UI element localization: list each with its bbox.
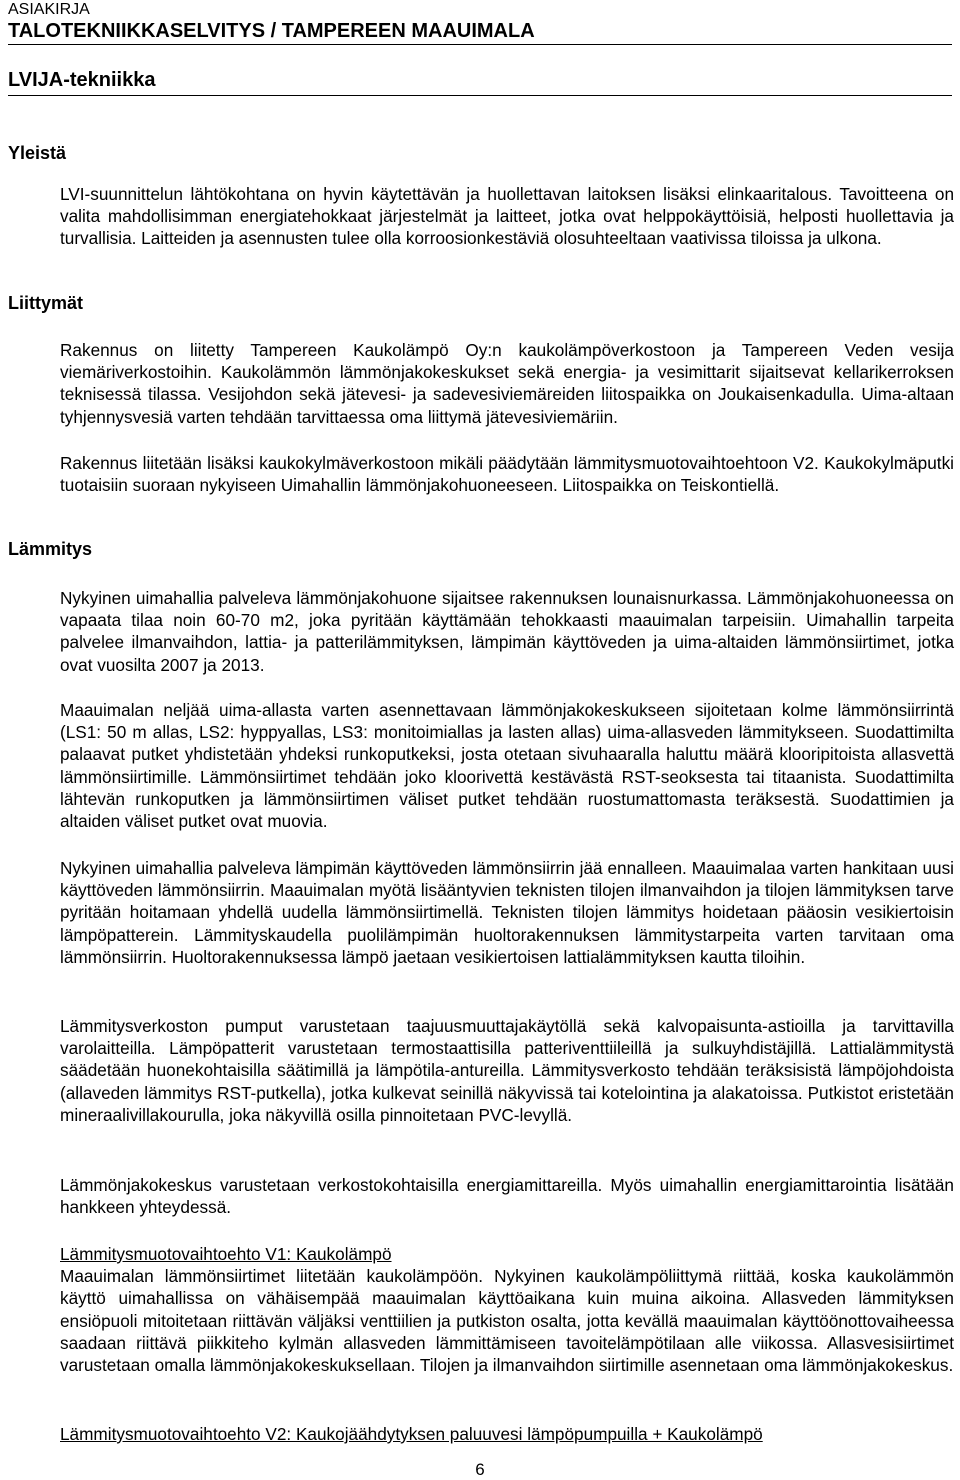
page-number: 6	[475, 1460, 485, 1479]
alternative-v1-text: Maauimalan lämmönsiirtimet liitetään kaukolämpöön. Nykyinen kaukolämpöliittymä riittää, koska kaukolämmön käyttö uimahallissa on vähäisempää maauimalan käyttöaikana kuin muina aikoina. Allasveden lämmityksen ensiöpuoli mitoitetaan riittävän väljäksi venttiilien ja putkiston osalta, jotta kevällä maauimalan käyttöönottovaiheessa saadaan riittävä piikkiteho kylmän allasveden lämmittämiseen tavoitelämpötilaan alle viikossa. Allasvesisiirtimet varustetaan omalla lämmönjakokeskuksellaan. Tilojen ja ilmanvaihdon siirtimille asennetaan oma lämmönjakokeskus.	[60, 1266, 954, 1376]
alternative-v2-heading: Lämmitysmuotovaihtoehto V2: Kaukojäähdytyksen paluuvesi lämpöpumpuilla + Kaukolämpö	[60, 1424, 763, 1444]
paragraph-domestic-water: Nykyinen uimahallia palveleva lämpimän käyttöveden lämmönsiirrin jää ennalleen. Maauimalaa varten hankitaan uusi käyttöveden lämmönsiirrin. Maauimalan myötä lisääntyvien teknisten tilojen ilmanvaihdon ja tilojen lämmityksen tarve pyritään hoitamaan yhdellä uudella lämmönsiirtimellä. Teknisten tilojen lämmitys hoidetaan pääosin vesikiertoisin lämpöpatterein. Lämmityskaudella puolilämpimän huoltorakennuksen lämmitystarpeita varten tarvitaan oma lämmönsiirrin. Huoltorakennuksessa lämpö jaetaan vesikiertoisen lattialämmityksen kautta tiloihin.	[60, 858, 954, 967]
paragraph-heat-distribution-room: Nykyinen uimahallia palveleva lämmönjakohuone sijaitsee rakennuksen lounaisnurkassa. Lämmönjakohuoneessa on vapaata tilaa noin 60-70 m2, joka pyritään käyttämään tehokkaasti maauimalan tarpeisiin. Uimahallin tarpeita palvelee ilmanvaihdon, lattia- ja patterilämmityksen, lämpimän käyttöveden ja uima-altaiden lämmönsiirtimet, jotka ovat vuosilta 2007 ja 2013.	[60, 588, 954, 675]
subheading-lammitys: Lämmitys	[8, 539, 93, 559]
section-divider	[8, 95, 952, 96]
paragraph-connections: Rakennus on liitetty Tampereen Kaukolämpö Oy:n kaukolämpöverkostoon ja Tampereen Veden vesija viemäriverkostoihin. Kaukolämmön lämmönjakokeskukset sekä energia- ja vesimittarit sijaitsevat kellarikerroksen teknisessä tilassa. Vesijohdon sekä jätevesi- ja sadevesiviemäreiden liitospaikka on Joukaisenkadulla. Uima-altaan tyhjennysvesiä varten tehdään tarvittaessa oma liittymä jätevesiviemäriin.	[60, 340, 954, 427]
header-divider	[8, 44, 952, 45]
alternative-v1-block	[60, 1243, 954, 1376]
document-title: TALOTEKNIIKKASELVITYS / TAMPEREEN MAAUIMALA	[8, 20, 535, 42]
alternative-v2-block	[60, 1423, 954, 1445]
subheading-yleista: Yleistä	[8, 143, 67, 163]
paragraph-general: LVI-suunnittelun lähtökohtana on hyvin käytettävän ja huollettavan laitoksen lisäksi elinkaaritalous. Tavoitteena on valita mahdollisimman energiatehokkaat järjestelmät ja laitteet, jotka ovat helppokäyttöisiä, helposti huollettavia ja turvallisia. Laitteiden ja asennusten tulee olla korroosionkestäviä olosuhteeltaan vaativissa tiloissa ja ulkona.	[60, 184, 954, 249]
subheading-liittymat: Liittymät	[8, 293, 84, 313]
paragraph-pool-heat-exchangers: Maauimalan neljää uima-allasta varten asennettavaan lämmönjakokeskukseen sijoitetaan kolme lämmönsiirrintä (LS1: 50 m allas, LS2: hyppyallas, LS3: monitoimiallas ja lasten allas) uima-allasveden lämmitykseen. Suodattimilta palaavat putket yhdistetään yhdeksi runkoputkeksi, josta otetaan sivuhaaralla haluttu määrä klooripitoista allasvettä lämmönsiirtimille. Lämmönsiirtimet tehdään joko kloorivettä kestävästä RST-seoksesta tai titaanista. Suodattimilta lähtevän runkoputken ja lämmönsiirtimen väliset putket tehdään ruostumattomasta teräksestä. Suodattimien ja altaiden väliset putket ovat muovia.	[60, 700, 954, 832]
paragraph-heating-network: Lämmitysverkoston pumput varustetaan taajuusmuuttajakäytöllä sekä kalvopaisunta-astioilla ja tarvittavilla varolaitteilla. Lämpöpatterit varustetaan termostaattisilla patteriventtiileillä ja sulkuyhdistäjillä. Lattialämmitystä säädetään huonekohtaisilla säätimillä ja lämpötila-antureilla. Lämmitysverkosto tehdään teräksisistä lämpöjohdoista (allaveden lämmitys RST-putkella), jotka kulkevat seinillä näkyvissä tai kotelointina ja alakatoissa. Putkistot eristetään mineraalivillakourulla, joka näkyvillä osilla pinnoitetaan PVC-levyllä.	[60, 1016, 954, 1125]
section-title: LVIJA-tekniikka	[8, 69, 156, 91]
paragraph-district-cooling: Rakennus liitetään lisäksi kaukokylmäverkostoon mikäli päädytään lämmitysmuotovaihtoehtoon V2. Kaukokylmäputki tuotaisiin suoraan nykyiseen Uimahallin lämmönjakohuoneeseen. Liitospaikka on Teiskontiellä.	[60, 453, 954, 496]
alternative-v1-heading: Lämmitysmuotovaihtoehto V1: Kaukolämpö	[60, 1244, 392, 1264]
paragraph-energy-metering: Lämmönjakokeskus varustetaan verkostokohtaisilla energiamittareilla. Myös uimahallin energiamittarointia lisätään hankkeen yhteydessä.	[60, 1175, 954, 1218]
document-type-label: ASIAKIRJA	[8, 1, 90, 18]
